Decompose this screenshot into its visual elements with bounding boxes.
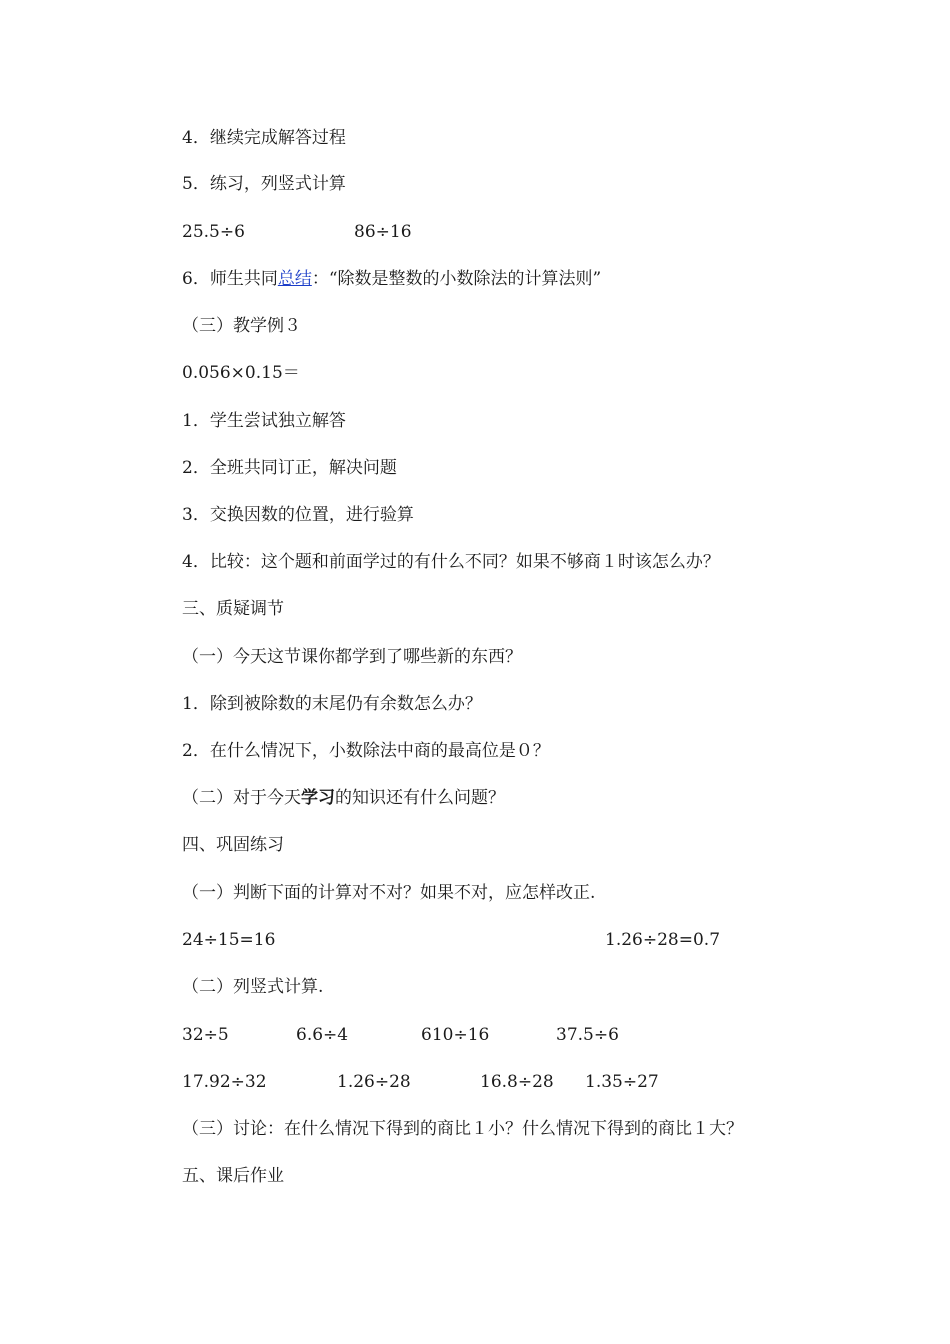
example-3-expression: 0.056×0.15＝ [182,363,300,383]
judge-item-1: 24÷15=16 [182,930,276,950]
question-2-suffix: 的知识还有什么问题？ [335,788,505,808]
question-1-heading: （一）今天这节课你都学到了哪些新的东西？ [182,647,522,667]
exercise-86-div-16: 86÷16 [354,222,412,242]
calc-item: 17.92÷32 [182,1072,267,1092]
calc-item: 6.6÷4 [296,1025,349,1045]
example-3-step-1: 1．学生尝试独立解答 [182,411,346,431]
calc-item: 37.5÷6 [556,1025,619,1045]
question-2-heading [182,786,505,810]
section-3-heading: 三、质疑调节 [182,599,284,619]
step-6-suffix: ：“除数是整数的小数除法的计算法则” [311,269,602,289]
judge-heading: （一）判断下面的计算对不对？如果不对，应怎样改正. [182,883,596,903]
step-6-prefix: 6．师生共同 [182,269,278,289]
example-3-step-3: 3．交换因数的位置，进行验算 [182,505,414,525]
section-example-3-heading: （三）教学例３ [182,316,301,336]
calc-item: 610÷16 [421,1025,490,1045]
step-4-continue: 4．继续完成解答过程 [182,128,346,148]
step-6-summary [182,267,601,291]
vertical-calc-heading: （二）列竖式计算. [182,977,324,997]
calc-item: 16.8÷28 [480,1072,554,1092]
example-3-step-4: 4．比较：这个题和前面学过的有什么不同？如果不够商１时该怎么办？ [182,552,720,572]
section-5-heading: 五、课后作业 [182,1166,284,1186]
step-5-practice: 5．练习，列竖式计算 [182,174,346,194]
question-1-item-2: 2．在什么情况下，小数除法中商的最高位是０？ [182,741,550,761]
summary-link[interactable]: 总结 [277,269,312,289]
question-1-item-1: 1．除到被除数的末尾仍有余数怎么办？ [182,694,482,714]
section-4-heading: 四、巩固练习 [182,835,284,855]
question-2-prefix: （二）对于今天 [182,788,301,808]
exercise-25-5-div-6: 25.5÷6 [182,222,245,242]
study-emphasis: 学习 [301,788,335,808]
calc-item: 1.26÷28 [337,1072,411,1092]
discussion-question: （三）讨论：在什么情况下得到的商比１小？什么情况下得到的商比１大？ [182,1119,743,1139]
judge-item-2: 1.26÷28=0.7 [605,930,721,950]
calc-item: 32÷5 [182,1025,229,1045]
example-3-step-2: 2．全班共同订正，解决问题 [182,458,397,478]
calc-item: 1.35÷27 [585,1072,659,1092]
